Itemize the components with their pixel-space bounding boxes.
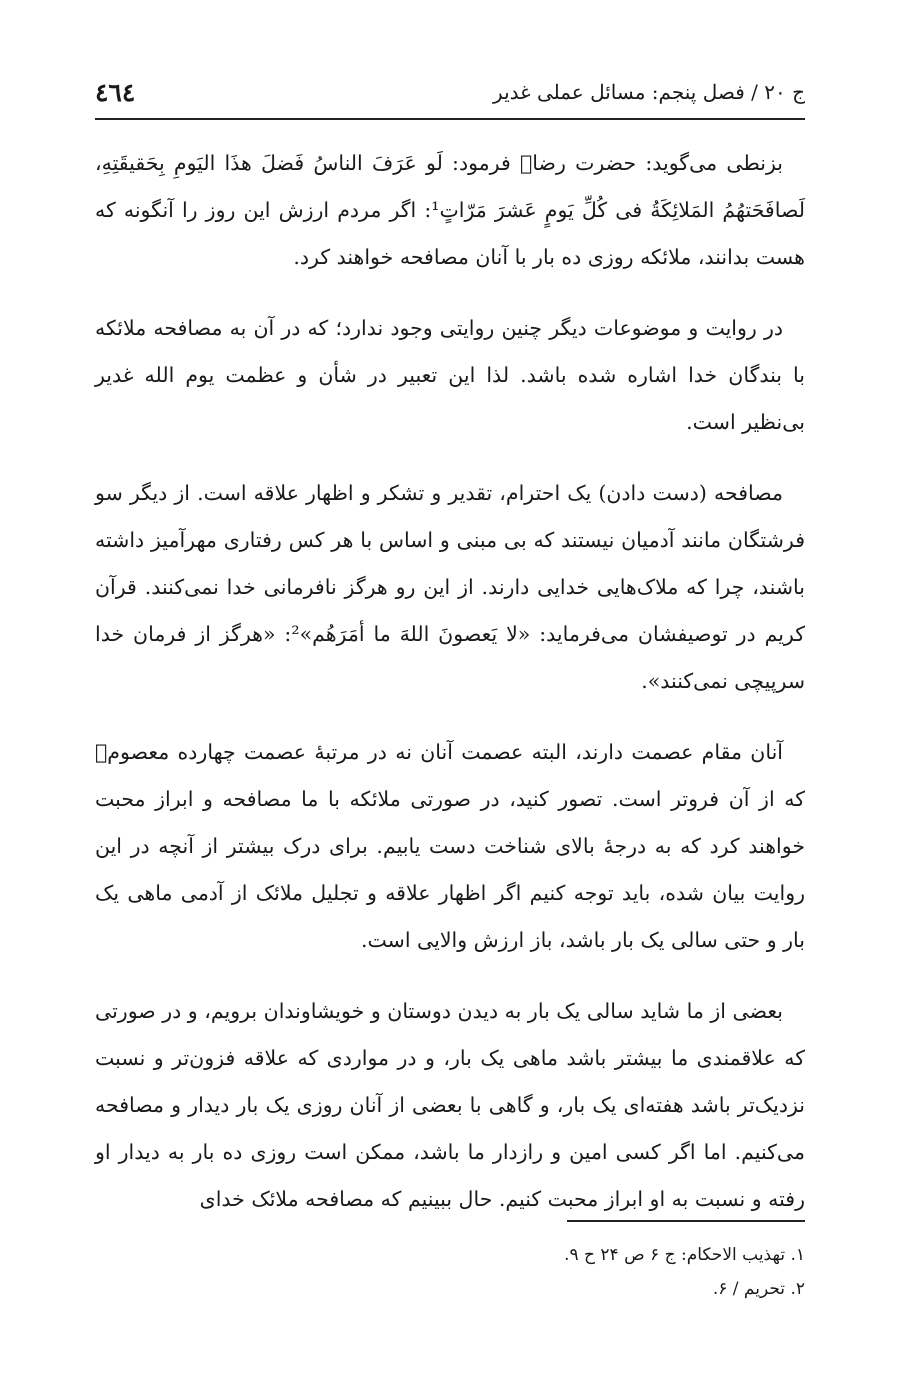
paragraph: در روایت و موضوعات دیگر چنین روایتی وجود ندارد؛ که در آن به مصافحه ملائکه با بندگان خدا اشاره شده باشد. لذا این تعبیر در شأن و عظمت یوم الله غدیر بی‌نظیر است.: [95, 316, 805, 434]
footnote: ۲. تحریم / ۶.: [712, 1279, 805, 1299]
page-header: [95, 70, 805, 114]
footnote: ۱. تهذیب الاحکام: ج ۶ ص ۲۴ ح ۹.: [564, 1245, 805, 1265]
paragraph: مصافحه (دست دادن) یک احترام، تقدیر و تشکر و اظهار علاقه است. از دیگر سو فرشتگان مانند آدمیان نیستند که بی مبنی و اساس با هر کس رفتاری مهرآمیز داشته باشند، چرا که ملاک‌هایی خدایی دارند. از این رو هرگز نافرمانی خدا نمی‌کنند. قرآن کریم در توصیفشان می‌فرماید: «لا یَعصونَ اللهَ ما أمَرَهُم»²: «هرگز از فرمان خدا سرپیچی نمی‌کنند».: [95, 481, 805, 693]
paragraph: بزنطی می‌گوید: حضرت رضا﷣ فرمود: لَو عَرَفَ الناسُ فَضلَ هذَا الیَومِ بِحَقیقَتِهِ، لَصافَحَتهُمُ المَلائِکَةُ فی کُلِّ یَومٍ عَشرَ مَرّاتٍ¹: اگر مردم ارزش این روز را آنگونه که هست بدانند، ملائکه روزی ده بار با آنان مصافحه خواهند کرد.: [95, 151, 805, 269]
footnotes: [95, 1238, 805, 1306]
footnote-rule: [567, 1220, 805, 1222]
paragraph: بعضی از ما شاید سالی یک بار به دیدن دوستان و خویشاوندان برویم، و در صورتی که علاقمندی ما بیشتر باشد ماهی یک بار، و در مواردی که علاقه فزون‌تر و نسبت نزدیک‌تر باشد هفته‌ای یک بار، و گاهی با بعضی از آنان روزی یک بار دیدار و مصافحه می‌کنیم. اما اگر کسی امین و رازدار ما باشد، ممکن است روزی ده بار به دیدار او رفته و نسبت به او ابراز محبت کنیم. حال ببینیم که مصافحه ملائک خدای: [95, 999, 805, 1211]
page-number: ٤٦٤: [95, 77, 136, 107]
paragraph: آنان مقام عصمت دارند، البته عصمت آنان نه در مرتبهٔ عصمت چهارده معصوم﷩ که از آن فروتر است. تصور کنید، در صورتی ملائکه با ما مصافحه و ابراز محبت خواهند کرد که به درجهٔ بالای شناخت دست یابیم. برای درک بیشتر از آنچه در این روایت بیان شده، باید توجه کنیم اگر اظهار علاقه و تجلیل ملائک از آدمی ماهی یک بار و حتی سالی یک بار باشد، باز ارزش والایی است.: [95, 740, 805, 952]
header-rule: [95, 118, 805, 120]
running-head: ج ۲۰ / فصل پنجم: مسائل عملی غدیر: [493, 80, 805, 104]
body-text: [95, 140, 805, 1247]
